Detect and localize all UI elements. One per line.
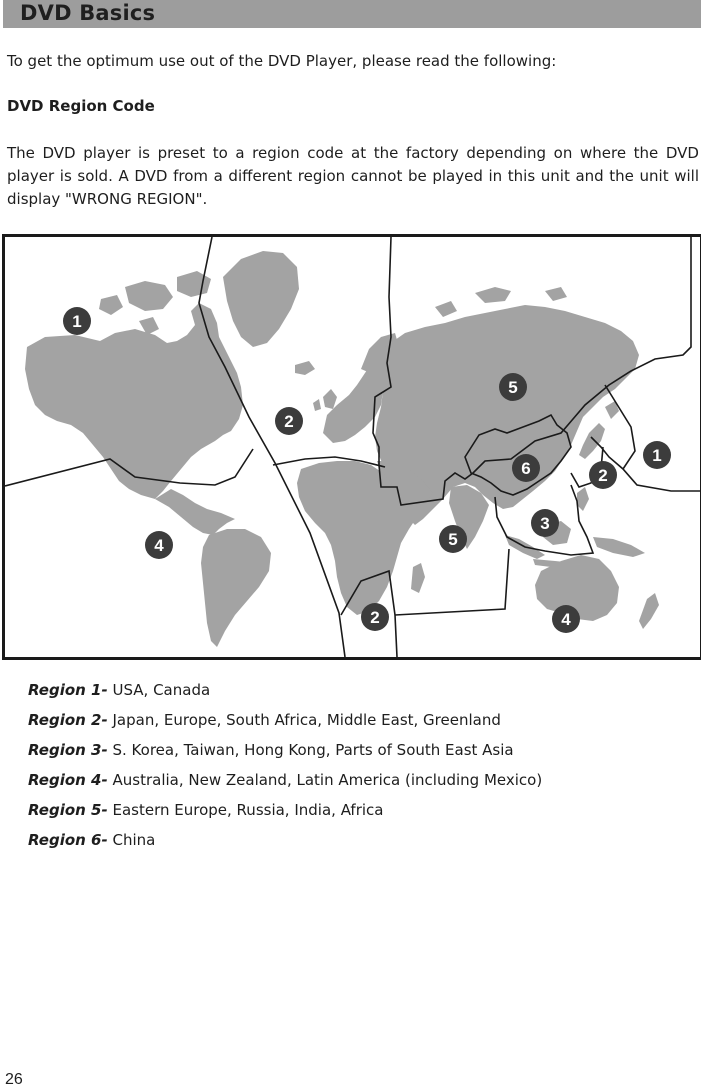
north-america-land — [25, 303, 243, 499]
page-title: DVD Basics — [20, 1, 156, 25]
region-countries: Japan, Europe, South Africa, Middle East, Greenland — [107, 711, 501, 729]
region-countries: Eastern Europe, Russia, India, Africa — [107, 801, 384, 819]
new-zealand-land — [639, 593, 659, 629]
region-list-item — [28, 740, 542, 770]
intro-text: To get the optimum use out of the DVD Player, please read the following: — [7, 52, 557, 70]
region-countries: Australia, New Zealand, Latin America (including Mexico) — [107, 771, 543, 789]
svg-text:6: 6 — [521, 459, 531, 478]
landmasses — [25, 251, 662, 647]
iceland-land — [295, 361, 315, 375]
region-badge-1-north-america — [63, 307, 91, 335]
svg-text:2: 2 — [370, 608, 380, 627]
japan-land — [579, 423, 605, 459]
world-map-illustration — [5, 237, 700, 657]
arctic-islands — [125, 281, 173, 311]
region-badge-2-south-africa — [361, 603, 389, 631]
region-badge-4-south-america — [145, 531, 173, 559]
region-countries: S. Korea, Taiwan, Hong Kong, Parts of South East Asia — [107, 741, 514, 759]
svg-text:5: 5 — [508, 378, 518, 397]
siberian-islands — [475, 287, 511, 303]
region-name: Region 5- — [28, 801, 108, 819]
region-name: Region 2- — [28, 711, 108, 729]
region-list-item — [28, 830, 542, 860]
svg-text:2: 2 — [284, 412, 294, 431]
svg-text:2: 2 — [598, 466, 608, 485]
south-america-land — [201, 529, 271, 647]
british-isles — [323, 389, 337, 409]
svg-text:1: 1 — [72, 312, 82, 331]
region-badge-6-china — [512, 454, 540, 482]
greenland-land — [223, 251, 299, 347]
region-name: Region 1- — [28, 681, 108, 699]
svg-text:4: 4 — [154, 536, 164, 555]
region-name: Region 4- — [28, 771, 108, 789]
region-list-item — [28, 710, 542, 740]
region-list — [28, 680, 542, 860]
region-badge-5-russia — [499, 373, 527, 401]
svg-text:5: 5 — [448, 530, 458, 549]
region-badge-1-pacific — [643, 441, 671, 469]
region-code-paragraph: The DVD player is preset to a region code at the factory depending on where the DVD player is sold. A DVD from a different region cannot be played in this unit and the unit will display "WRONG REGION". — [7, 144, 699, 208]
svg-text:1: 1 — [652, 446, 662, 465]
svg-text:4: 4 — [561, 610, 571, 629]
region-badge-5-africa-india — [439, 525, 467, 553]
region-badge-3-southeast-asia — [531, 509, 559, 537]
region-countries: China — [107, 831, 156, 849]
region-badge-4-australia — [552, 605, 580, 633]
new-guinea-land — [593, 537, 645, 557]
region-list-item — [28, 770, 542, 800]
region-name: Region 3- — [28, 741, 108, 759]
section-heading: DVD Region Code — [7, 97, 155, 115]
madagascar-land — [411, 563, 425, 593]
region-map — [2, 234, 701, 660]
region-list-item — [28, 680, 542, 710]
region-badge-2-japan — [589, 461, 617, 489]
section-header-bar — [3, 0, 701, 28]
svg-text:3: 3 — [540, 514, 550, 533]
central-america-land — [155, 489, 235, 535]
region-list-item — [28, 800, 542, 830]
page-number: 26 — [5, 1071, 23, 1088]
philippines-land — [577, 487, 589, 511]
region-name: Region 6- — [28, 831, 108, 849]
region-badge-2-europe — [275, 407, 303, 435]
region-countries: USA, Canada — [107, 681, 211, 699]
